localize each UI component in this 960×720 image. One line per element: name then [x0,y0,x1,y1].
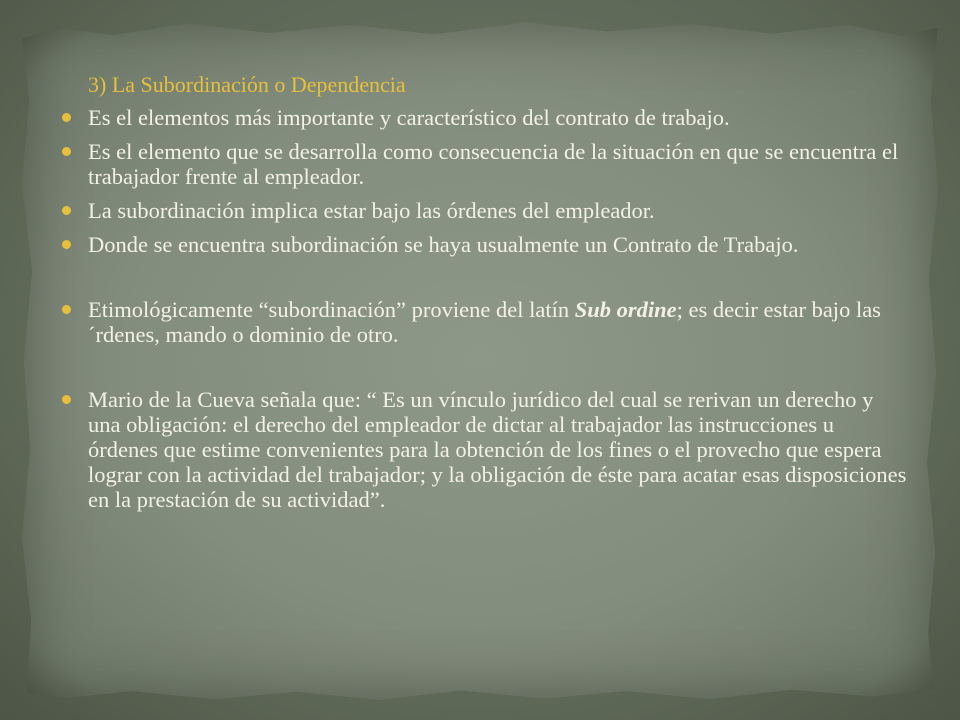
bullet-text: Es el elemento que se desarrolla como consecuencia de la situación en que se encuentra el trabajador frente al empleador. [88,139,899,189]
slide-title: 3) La Subordinación o Dependencia [88,72,406,97]
bullet-icon [62,113,71,122]
bullet-icon [62,305,71,314]
bullet-item [58,198,908,223]
bullet-text: Es el elementos más importante y característico del contrato de trabajo. [88,105,730,130]
bullet-item-quote [58,387,908,512]
etymology-latin-term: Sub ordine [574,297,677,322]
bullet-icon [62,206,71,215]
bullet-item [58,105,908,130]
etymology-text-after: ; es decir estar bajo las ´rdenes, mando o dominio de otro. [88,297,881,347]
quote-text: Mario de la Cueva señala que: “ Es un vínculo jurídico del cual se rerivan un derecho y una obligación: el derecho del empleador de dictar al trabajador las instrucciones u órdenes que estime convenientes para la obtención de los fines o el provecho que espera lograr con la actividad del trabajador; y la obligación de éste para acatar esas disposiciones en la prestación de su actividad”. [88,387,907,512]
etymology-text-before: Etimológicamente “subordinación” proviene del latín [88,297,575,322]
bullet-icon [62,395,71,404]
bullet-item-etymology [58,297,908,347]
bullet-item [58,139,908,189]
bullet-icon [62,147,71,156]
bullet-item [58,232,908,257]
bullet-text: Donde se encuentra subordinación se haya usualmente un Contrato de Trabajo. [88,232,799,257]
bullet-text: La subordinación implica estar bajo las órdenes del empleador. [88,198,655,223]
bullet-list [58,105,908,512]
slide-content [58,72,908,521]
bullet-icon [62,240,71,249]
